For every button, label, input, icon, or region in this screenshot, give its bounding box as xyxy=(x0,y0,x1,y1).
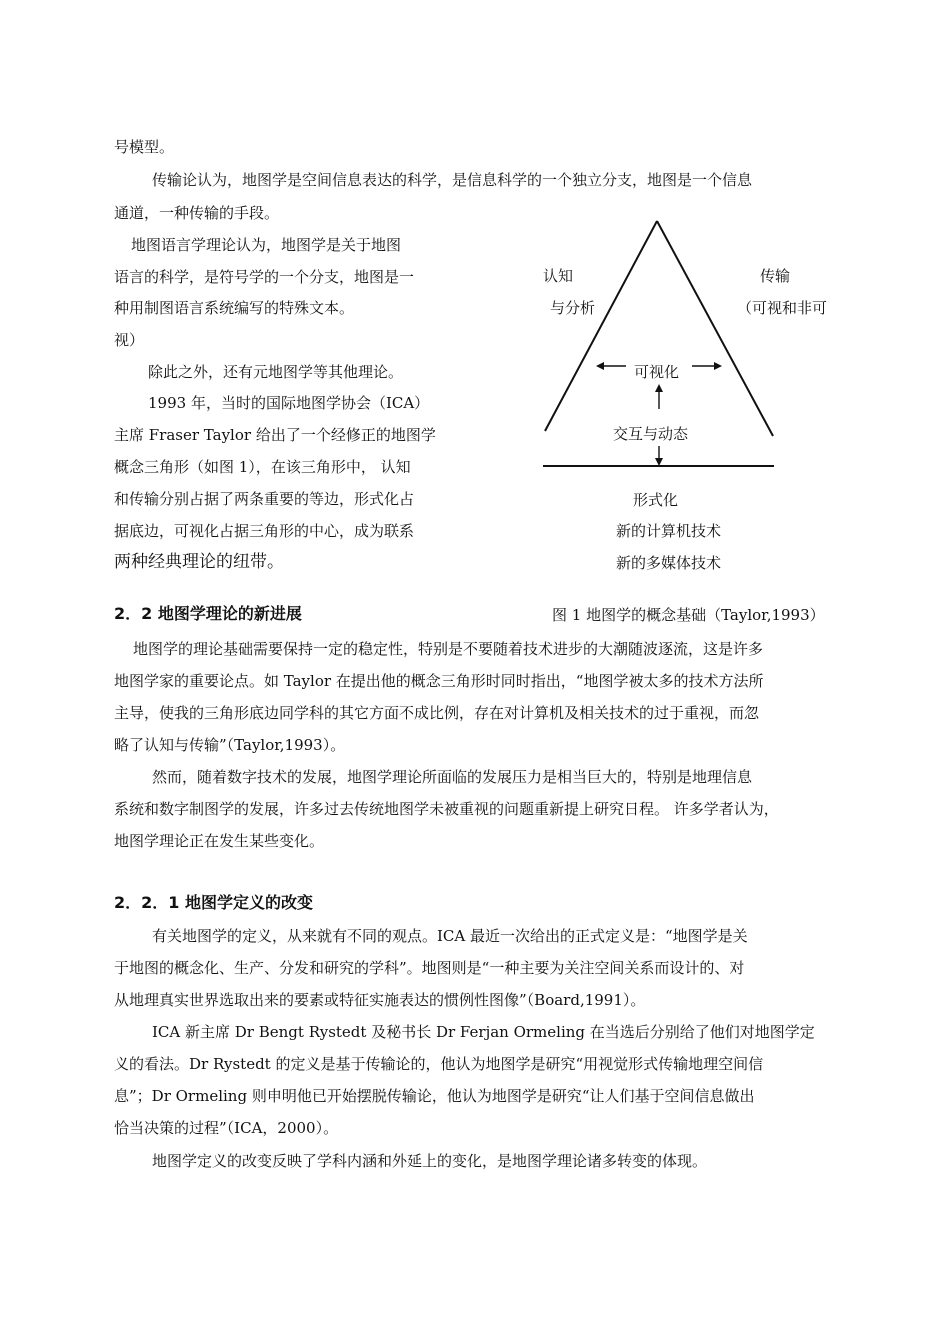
text-line: 两种经典理论的纽带。 xyxy=(114,552,284,572)
text-line: 地图语言学理论认为，地图学是关于地图 xyxy=(131,236,402,254)
text-line: 语言的科学，是符号学的一个分支，地图是一 xyxy=(114,268,415,286)
text-line: 和传输分别占据了两条重要的等边，形式化占 xyxy=(114,490,415,508)
text-line: 恰当决策的过程”（ICA，2000）。 xyxy=(114,1119,339,1137)
text-line: 地图学定义的改变反映了学科内涵和外延上的变化，是地图学理论诸多转变的体现。 xyxy=(152,1152,708,1170)
figure-label-communication: 传输 xyxy=(760,267,791,285)
text-line: 主席 Fraser Taylor 给出了一个经修正的地图学 xyxy=(114,426,436,444)
text-line: 1993 年，当时的国际地图学协会（ICA） xyxy=(148,394,430,412)
text-line: 号模型。 xyxy=(114,138,175,156)
section-heading: 2．2．1 地图学定义的改变 xyxy=(114,893,313,912)
text-line: 通道，一种传输的手段。 xyxy=(114,204,280,222)
text-line: 义的看法。Dr Rystedt 的定义是基于传输论的，他认为地图学是研究“用视觉形式传输地理空间信 xyxy=(114,1055,764,1073)
text-line: 概念三角形（如图 1），在该三角形中， 认知 xyxy=(114,458,411,476)
triangle-right-edge xyxy=(657,221,773,436)
text-line: 地图学的理论基础需要保持一定的稳定性，特别是不要随着技术进步的大潮随波逐流，这是许多 xyxy=(133,640,764,658)
figure-label-visible-nonvisible: （可视和非可 xyxy=(737,299,828,317)
figure-label-formalism: 形式化 xyxy=(633,491,679,509)
figure-label-computer-tech: 新的计算机技术 xyxy=(616,522,722,540)
text-line: 传输论认为，地图学是空间信息表达的科学，是信息科学的一个独立分支，地图是一个信息 xyxy=(152,171,753,189)
figure-label-cognition: 认知 xyxy=(543,267,574,285)
text-line: 有关地图学的定义，从来就有不同的观点。ICA 最近一次给出的正式定义是：“地图学是关 xyxy=(152,927,748,945)
text-line: 息”；Dr Ormeling 则申明他已开始摆脱传输论，他认为地图学是研究“让人们基于空间信息做出 xyxy=(114,1087,755,1105)
text-line: 种用制图语言系统编写的特殊文本。 xyxy=(114,299,355,317)
text-line: 除此之外，还有元地图学等其他理论。 xyxy=(148,363,404,381)
text-line: 略了认知与传输”（Taylor,1993）。 xyxy=(114,736,346,754)
text-line: 据底边，可视化占据三角形的中心，成为联系 xyxy=(114,522,415,540)
arrow-right-head xyxy=(714,362,722,370)
text-line: 地图学理论正在发生某些变化。 xyxy=(114,832,325,850)
text-line: ICA 新主席 Dr Bengt Rystedt 及秘书长 Dr Ferjan Ormeling 在当选后分别给了他们对地图学定 xyxy=(152,1023,815,1041)
text-line: 地图学家的重要论点。如 Taylor 在提出他的概念三角形时同时指出，“地图学被太多的技术方法所 xyxy=(114,672,764,690)
text-line: 然而，随着数字技术的发展，地图学理论所面临的发展压力是相当巨大的，特别是地理信息 xyxy=(152,768,753,786)
figure-label-visualization: 可视化 xyxy=(634,363,680,381)
triangle-left-edge xyxy=(545,221,657,431)
section-heading: 2．2 地图学理论的新进展 xyxy=(114,604,302,623)
figure-label-analysis: 与分析 xyxy=(550,299,596,317)
text-line: 从地理真实世界选取出来的要素或特征实施表达的惯例性图像”（Board,1991）。 xyxy=(114,991,646,1009)
text-line: 于地图的概念化、生产、分发和研究的学科”。地图则是“一种主要为关注空间关系而设计的、对 xyxy=(114,959,745,977)
arrow-up-head xyxy=(655,384,663,392)
text-line: 主导，使我的三角形底边同学科的其它方面不成比例，存在对计算机及相关技术的过于重视，而忽 xyxy=(114,704,760,722)
arrow-left-head xyxy=(596,362,604,370)
figure-caption: 图 1 地图学的概念基础（Taylor,1993） xyxy=(552,606,825,624)
figure-label-interaction-dynamics: 交互与动态 xyxy=(613,425,689,443)
text-line: 系统和数字制图学的发展，许多过去传统地图学未被重视的问题重新提上研究日程。 许多学者认为， xyxy=(114,800,779,818)
text-line: 视） xyxy=(114,331,145,349)
figure-label-multimedia-tech: 新的多媒体技术 xyxy=(616,554,722,572)
arrow-down-head xyxy=(655,458,663,466)
